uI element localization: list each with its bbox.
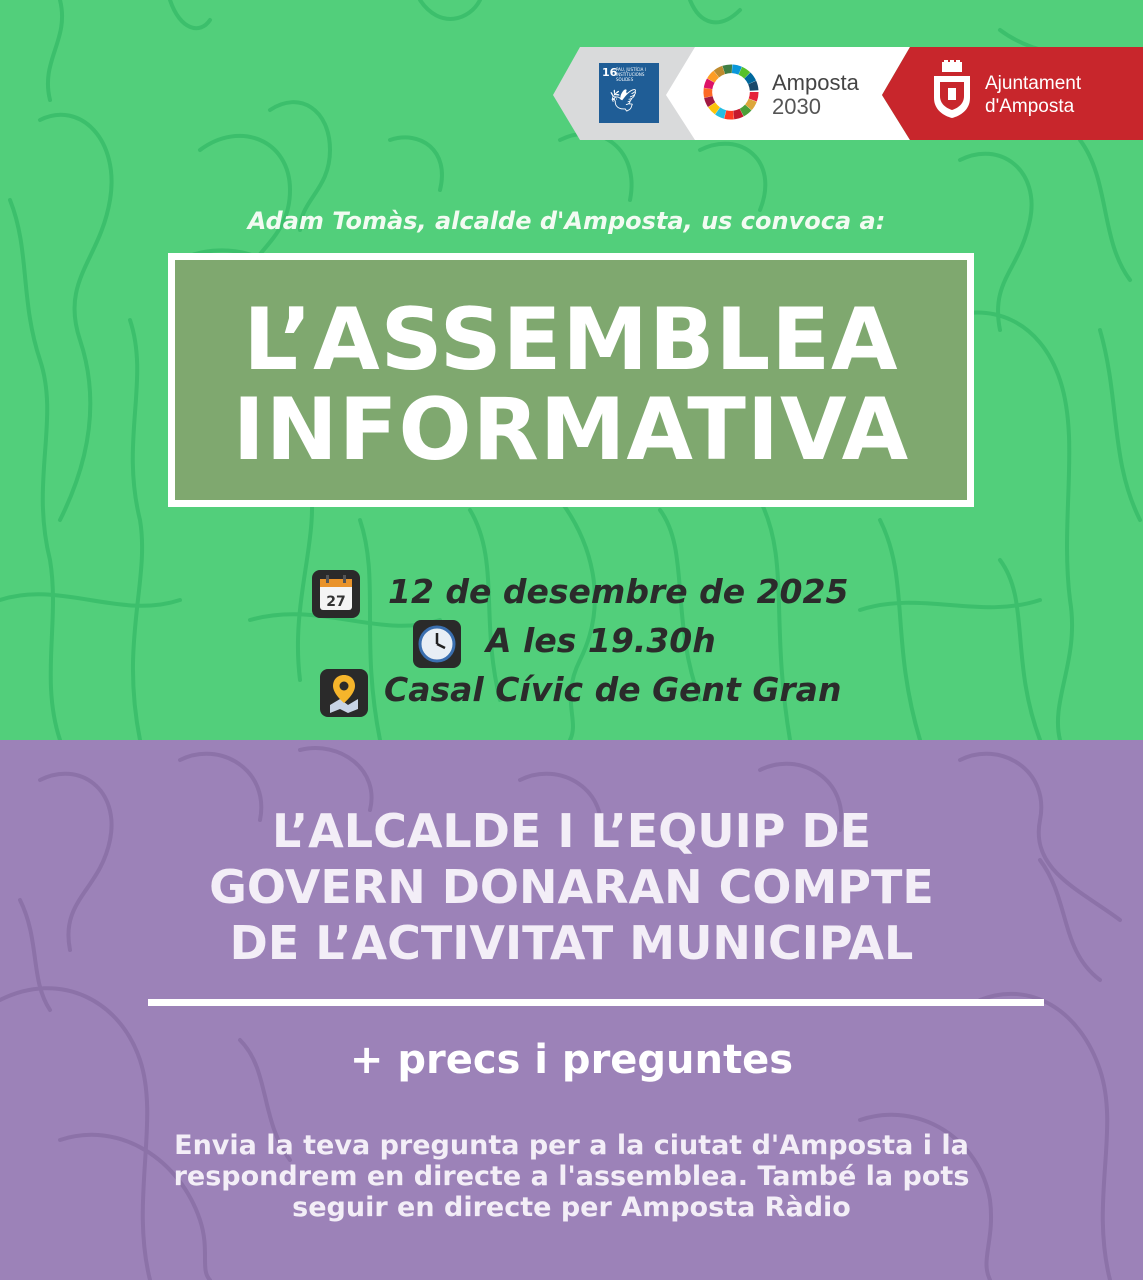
- city-crest-icon: [930, 60, 974, 120]
- main-heading: [0, 803, 1143, 971]
- location-pin-icon: [320, 669, 368, 717]
- event-place: Casal Cívic de Gent Gran: [384, 670, 842, 709]
- envia-line2: respondrem en directe a l'assemblea. També la pots: [173, 1161, 970, 1192]
- sdg-label: PAU, JUSTÍCIA I INSTITUCIONS SÒLIDES: [616, 67, 646, 82]
- amposta-2030-title: Amposta: [772, 70, 859, 95]
- ajuntament-label-line2: d'Amposta: [985, 96, 1075, 117]
- calendar-icon: [312, 570, 360, 618]
- title-box: [168, 253, 974, 507]
- title-line1: L’ASSEMBLEA: [243, 290, 899, 390]
- heading-line1: L’ALCALDE I L’EQUIP DE: [271, 804, 872, 858]
- divider: [148, 999, 1044, 1006]
- envia-pregunta-text: [0, 1130, 1143, 1223]
- sdg-16-badge: [599, 63, 659, 123]
- heading-line2: GOVERN DONARAN COMPTE: [209, 860, 934, 914]
- sdg-wheel-icon: [702, 63, 760, 121]
- ajuntament-label-line1: Ajuntament: [985, 73, 1082, 94]
- precs-preguntes-text: + precs i preguntes: [349, 1037, 794, 1083]
- amposta-2030-year: 2030: [772, 94, 821, 119]
- clock-icon: [413, 620, 461, 668]
- event-date: 12 de desembre de 2025: [388, 572, 849, 611]
- title-line2: INFORMATIVA: [232, 380, 910, 480]
- intro-text: Adam Tomàs, alcalde d'Amposta, us convoca a:: [247, 207, 886, 235]
- event-time: A les 19.30h: [486, 621, 716, 660]
- dove-icon: 🕊: [609, 89, 637, 114]
- heading-line3: DE L’ACTIVITAT MUNICIPAL: [229, 916, 914, 970]
- calendar-day: 27: [326, 594, 346, 610]
- sdg-number: 16: [602, 66, 618, 79]
- envia-line1: Envia la teva pregunta per a la ciutat d'Amposta i la: [174, 1130, 969, 1161]
- envia-line3: seguir en directe per Amposta Ràdio: [292, 1192, 851, 1223]
